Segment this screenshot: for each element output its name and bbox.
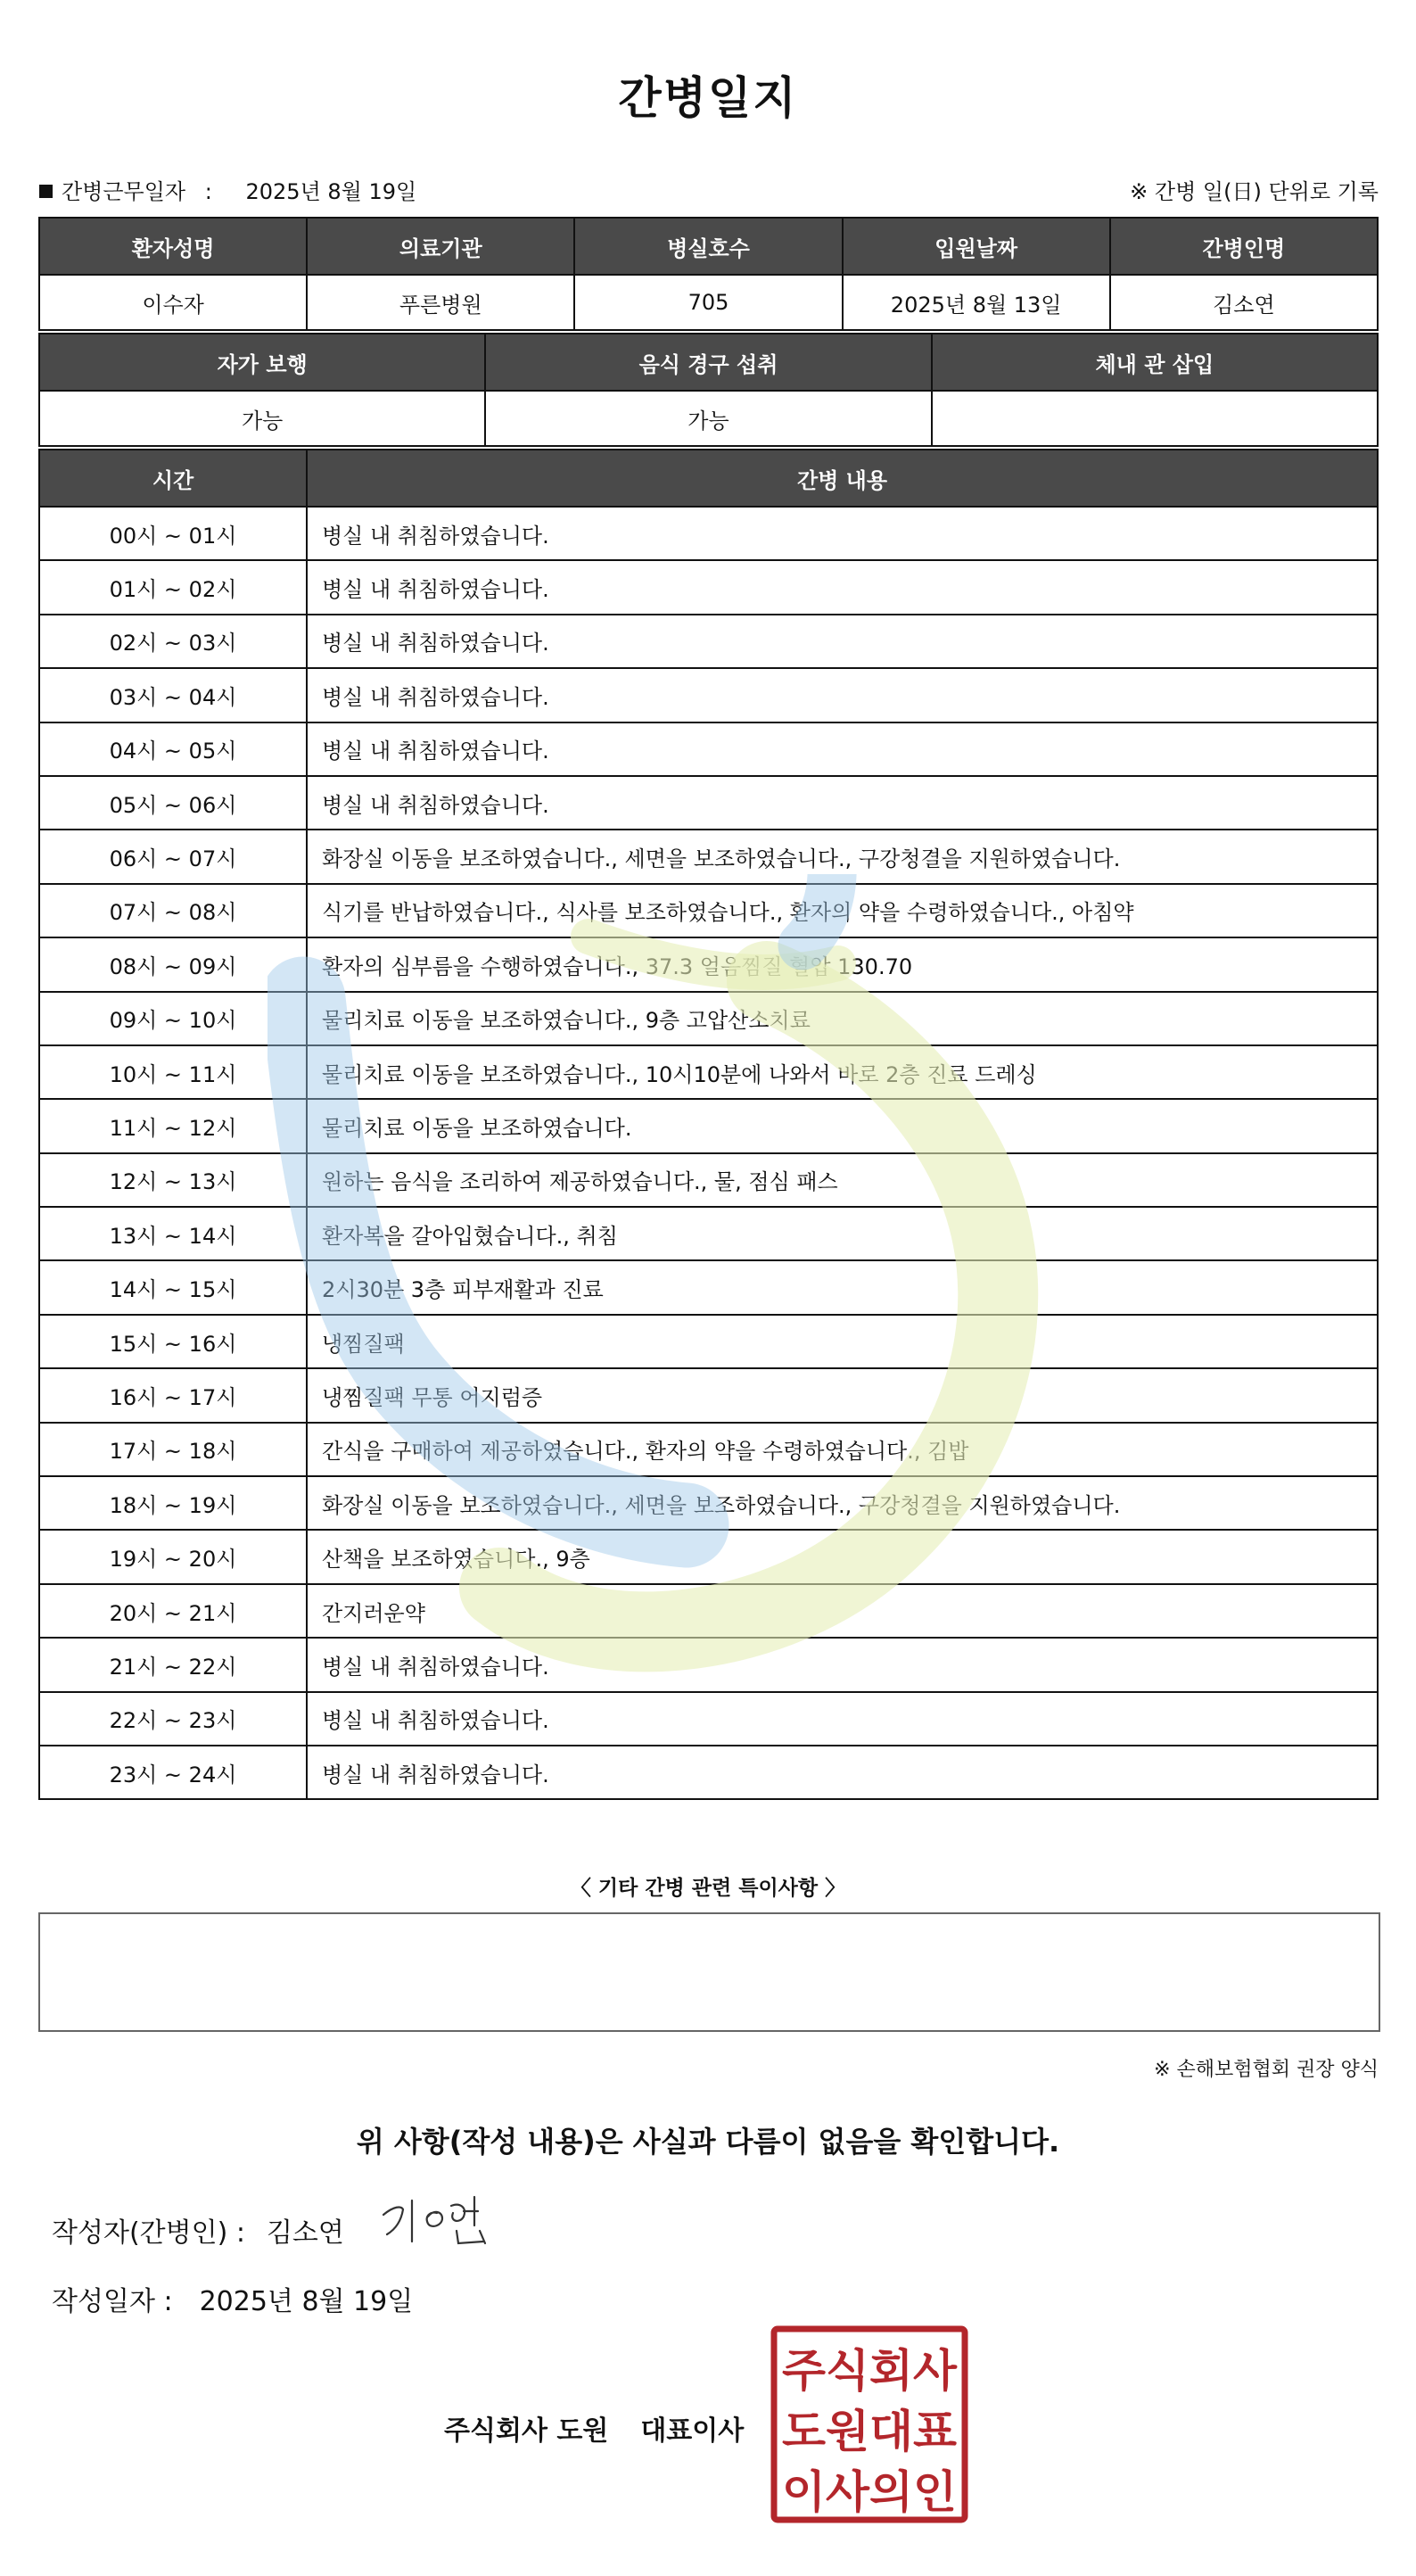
table-row: [39, 1530, 1378, 1583]
table-row: [39, 884, 1378, 937]
table-row: [39, 1153, 1378, 1207]
table-row: [39, 1315, 1378, 1368]
log-content-cell: 물리치료 이동을 보조하였습니다., 9층 고압산소치료: [307, 992, 1378, 1045]
log-time-cell: 18시 ~ 19시: [39, 1476, 307, 1530]
log-content-cell: 간지러운약: [307, 1584, 1378, 1638]
table-row: [39, 615, 1378, 668]
log-content-cell: 2시30분 3층 피부재활과 진료: [307, 1260, 1378, 1314]
log-content-cell: 원하는 음식을 조리하여 제공하였습니다., 물, 점심 패스: [307, 1153, 1378, 1207]
header-patient-name: 환자성명: [39, 218, 307, 275]
room-number: 705: [574, 275, 842, 330]
log-content-cell: 식기를 반납하였습니다., 식사를 보조하였습니다., 환자의 약을 수령하였습니다., 아침약: [307, 884, 1378, 937]
work-date-line: [39, 174, 416, 205]
log-time-cell: 04시 ~ 05시: [39, 722, 307, 776]
log-time-cell: 19시 ~ 20시: [39, 1530, 307, 1583]
log-time-cell: 09시 ~ 10시: [39, 992, 307, 1045]
log-content-cell: 냉찜질팩: [307, 1315, 1378, 1368]
table-row: [39, 722, 1378, 776]
work-date-label: 간병근무일자: [62, 179, 186, 204]
log-time-cell: 01시 ~ 02시: [39, 560, 307, 614]
self-walking-value: 가능: [39, 391, 485, 446]
log-time-cell: 15시 ~ 16시: [39, 1315, 307, 1368]
log-time-cell: 06시 ~ 07시: [39, 830, 307, 883]
table-row: [39, 1207, 1378, 1260]
write-date-value: 2025년 8월 19일: [199, 2286, 414, 2317]
special-notes-title: 〈 기타 간병 관련 특이사항 〉: [570, 1877, 846, 1900]
table-row: [39, 937, 1378, 991]
care-log-body: [39, 507, 1378, 1799]
log-content-cell: 병실 내 취침하였습니다.: [307, 1746, 1378, 1799]
header-hospital: 의료기관: [307, 218, 574, 275]
work-date-value: 2025년 8월 19일: [245, 179, 417, 204]
write-date-label: 작성일자 :: [52, 2286, 173, 2317]
seal-line-1: 주식회사: [782, 2345, 958, 2397]
company-seal-stamp: [770, 2325, 968, 2523]
log-time-cell: 21시 ~ 22시: [39, 1638, 307, 1691]
seal-line-3: 이사의인: [782, 2466, 957, 2518]
handwritten-signature: [375, 2190, 535, 2252]
log-time-cell: 08시 ~ 09시: [39, 937, 307, 991]
header-time: 시간: [39, 450, 307, 507]
header-room: 병실호수: [574, 218, 842, 275]
table-row: [39, 992, 1378, 1045]
company-line: [444, 2408, 744, 2448]
log-content-cell: 병실 내 취침하였습니다.: [307, 507, 1378, 560]
log-content-cell: 냉찜질팩 무통 어지럼증: [307, 1368, 1378, 1422]
log-content-cell: 환자의 심부름을 수행하였습니다., 37.3 얼음찜질 혈압 130.70: [307, 937, 1378, 991]
patient-name: 이수자: [39, 275, 307, 330]
writer-label: 작성자(간병인) :: [52, 2217, 245, 2249]
log-time-cell: 03시 ~ 04시: [39, 668, 307, 722]
tube-insertion-value: [932, 391, 1378, 446]
log-content-cell: 병실 내 취침하였습니다.: [307, 722, 1378, 776]
table-row: [39, 1746, 1378, 1799]
writer-name: 김소연: [266, 2217, 344, 2249]
hospital-name: 푸른병원: [307, 275, 574, 330]
log-content-cell: 병실 내 취침하였습니다.: [307, 560, 1378, 614]
log-content-cell: 병실 내 취침하였습니다.: [307, 668, 1378, 722]
log-content-cell: 산책을 보조하였습니다., 9층: [307, 1530, 1378, 1583]
log-time-cell: 07시 ~ 08시: [39, 884, 307, 937]
log-content-cell: 화장실 이동을 보조하였습니다., 세면을 보조하였습니다., 구강청결을 지원하였습니다.: [307, 1476, 1378, 1530]
log-time-cell: 20시 ~ 21시: [39, 1584, 307, 1638]
log-content-cell: 병실 내 취침하였습니다.: [307, 776, 1378, 830]
form-note: ※ 손해보험협회 권장 양식: [1154, 2059, 1379, 2081]
care-log-table: [38, 449, 1379, 1800]
log-time-cell: 17시 ~ 18시: [39, 1423, 307, 1476]
log-time-cell: 23시 ~ 24시: [39, 1746, 307, 1799]
table-row: [39, 830, 1378, 883]
admission-date: 2025년 8월 13일: [843, 275, 1110, 330]
table-row: [39, 1260, 1378, 1314]
log-time-cell: 12시 ~ 13시: [39, 1153, 307, 1207]
log-content-cell: 병실 내 취침하였습니다.: [307, 1692, 1378, 1746]
table-row: [39, 1584, 1378, 1638]
patient-info-value-row: [39, 275, 1378, 330]
log-content-cell: 화장실 이동을 보조하였습니다., 세면을 보조하였습니다., 구강청결을 지원하였습니다.: [307, 830, 1378, 883]
patient-info-table: [38, 217, 1379, 331]
bullet-square-icon: [39, 185, 53, 198]
log-time-cell: 10시 ~ 11시: [39, 1045, 307, 1099]
patient-status-table: [38, 333, 1379, 447]
confirmation-statement: 위 사항(작성 내용)은 사실과 다름이 없음을 확인합니다.: [356, 2125, 1060, 2159]
table-row: [39, 1692, 1378, 1746]
table-row: [39, 1423, 1378, 1476]
table-row: [39, 1045, 1378, 1099]
patient-status-header-row: [39, 334, 1378, 391]
work-date-separator: :: [204, 179, 212, 204]
log-content-cell: 간식을 구매하여 제공하였습니다., 환자의 약을 수령하였습니다., 김밥: [307, 1423, 1378, 1476]
log-time-cell: 02시 ~ 03시: [39, 615, 307, 668]
header-caregiver-name: 간병인명: [1110, 218, 1378, 275]
header-self-walking: 자가 보행: [39, 334, 485, 391]
table-row: [39, 668, 1378, 722]
table-row: [39, 560, 1378, 614]
log-time-cell: 22시 ~ 23시: [39, 1692, 307, 1746]
header-admission-date: 입원날짜: [843, 218, 1110, 275]
writer-line: [52, 2210, 344, 2250]
log-content-cell: 물리치료 이동을 보조하였습니다., 10시10분에 나와서 바로 2층 진료 드레싱: [307, 1045, 1378, 1099]
log-time-cell: 16시 ~ 17시: [39, 1368, 307, 1422]
special-notes-box: [38, 1912, 1380, 2032]
header-tube-insertion: 체내 관 삽입: [932, 334, 1378, 391]
patient-status-value-row: [39, 391, 1378, 446]
representative-title: 대표이사: [640, 2415, 745, 2447]
write-date-line: [52, 2279, 413, 2318]
header-oral-intake: 음식 경구 섭취: [485, 334, 931, 391]
table-row: [39, 1476, 1378, 1530]
table-row: [39, 507, 1378, 560]
log-content-cell: 환자복을 갈아입혔습니다., 취침: [307, 1207, 1378, 1260]
log-content-cell: 병실 내 취침하였습니다.: [307, 615, 1378, 668]
log-content-cell: 병실 내 취침하였습니다.: [307, 1638, 1378, 1691]
header-care-content: 간병 내용: [307, 450, 1378, 507]
caregiver-name: 김소연: [1110, 275, 1378, 330]
document-title: 간병일지: [618, 72, 798, 124]
table-row: [39, 1099, 1378, 1152]
seal-line-2: 도원대표: [782, 2406, 958, 2457]
oral-intake-value: 가능: [485, 391, 931, 446]
log-time-cell: 14시 ~ 15시: [39, 1260, 307, 1314]
company-name: 주식회사 도원: [444, 2415, 609, 2447]
table-row: [39, 1368, 1378, 1422]
table-row: [39, 776, 1378, 830]
log-time-cell: 00시 ~ 01시: [39, 507, 307, 560]
unit-note: ※ 간병 일(日) 단위로 기록: [1130, 179, 1379, 204]
log-time-cell: 11시 ~ 12시: [39, 1099, 307, 1152]
log-time-cell: 13시 ~ 14시: [39, 1207, 307, 1260]
patient-info-header-row: [39, 218, 1378, 275]
log-content-cell: 물리치료 이동을 보조하였습니다.: [307, 1099, 1378, 1152]
table-row: [39, 1638, 1378, 1691]
log-time-cell: 05시 ~ 06시: [39, 776, 307, 830]
care-log-header-row: [39, 450, 1378, 507]
